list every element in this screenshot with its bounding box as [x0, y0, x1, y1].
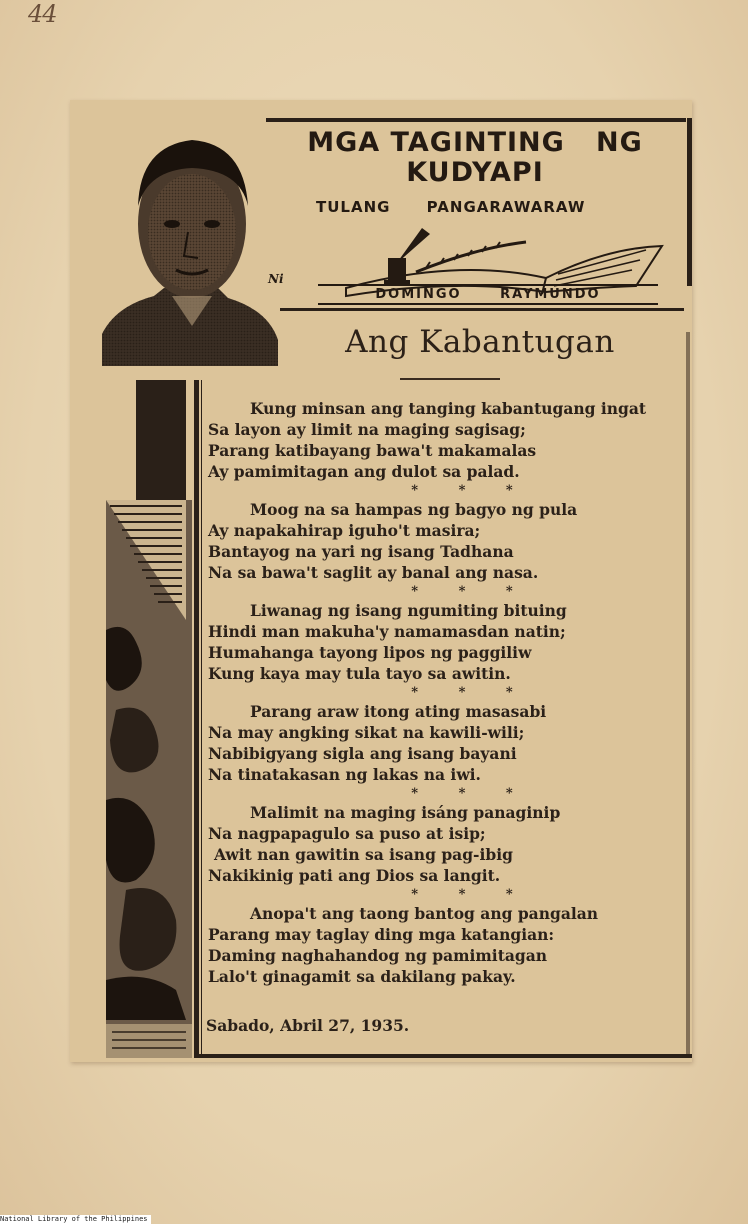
masthead-banner	[266, 118, 692, 314]
newspaper-clipping	[70, 100, 692, 1062]
poem-line: Awit nan gawitin sa isang pag-ibig	[214, 845, 513, 864]
banner-bottom-rule	[280, 308, 684, 311]
poem-line: Sa layon ay limit na maging sagisag;	[208, 420, 526, 439]
poem-line: Nakikinig pati ang Dios sa langit.	[208, 866, 501, 885]
poem-line: Parang katibayang bawa't makamalas	[208, 441, 537, 460]
poem-line: Na may angking sikat na kawili-wili;	[208, 723, 525, 742]
poem-line: Nabibigyang sigla ang isang bayani	[208, 744, 517, 763]
byline-prefix: Ni	[268, 272, 284, 286]
banner-top-rule	[266, 118, 686, 122]
column-divider-thin	[201, 380, 202, 1058]
stanza	[208, 701, 690, 785]
stanza	[208, 903, 690, 987]
poem-line: Bantayog na yari ng isang Tadhana	[208, 542, 514, 561]
side-illustration-strip	[106, 380, 192, 1058]
author-name: DOMINGO RAYMUNDO	[318, 284, 658, 305]
stanza	[208, 499, 690, 583]
author-portrait	[102, 120, 280, 366]
poem-line: Parang may taglay ding mga katangian:	[208, 925, 555, 944]
column-divider-thick	[194, 380, 199, 1058]
column-subtitle: TULANG PANGARAWARAW	[316, 198, 586, 216]
poem-line: Na nagpapagulo sa puso at isip;	[208, 824, 486, 843]
poem-line: Kung kaya may tula tayo sa awitin.	[208, 664, 511, 683]
poem-line: Kung minsan ang tanging kabantugang ingat	[250, 399, 647, 418]
banner-right-bar	[687, 118, 692, 286]
poem-line: Ay pamimitagan ang dulot sa palad.	[208, 462, 520, 481]
poem-body	[208, 398, 690, 987]
stanza	[208, 398, 690, 482]
footer-credit: National Library of the Philippines	[0, 1215, 151, 1224]
column-title	[266, 128, 684, 188]
bottom-rule	[194, 1054, 692, 1058]
page-number: 44	[28, 0, 57, 28]
title-rule	[400, 378, 500, 380]
publication-date: Sabado, Abril 27, 1935.	[206, 1016, 410, 1035]
stanza-separator: * * *	[411, 887, 531, 902]
poem-line: Lalo't ginagamit sa dakilang pakay.	[208, 967, 516, 986]
poem-line: Anopa't ang taong bantog ang pangalan	[250, 904, 599, 923]
poem-line: Na sa bawa't saglit ay banal ang nasa.	[208, 563, 539, 582]
poem-line: Moog na sa hampas ng bagyo ng pula	[250, 500, 578, 519]
poem-line: Daming naghahandog ng pamimitagan	[208, 946, 548, 965]
poem-line: Na tinatakasan ng lakas na iwi.	[208, 765, 481, 784]
poem-line: Malimit na maging isáng panaginip	[250, 803, 561, 822]
poem-line: Ay napakahirap iguho't masira;	[208, 521, 481, 540]
poem-line: Parang araw itong ating masasabi	[250, 702, 547, 721]
stanza	[208, 802, 690, 886]
stanza-separator: * * *	[411, 786, 531, 801]
column-title-line2: KUDYAPI	[406, 157, 544, 188]
column-title-line1: MGA TAGINTING NG	[307, 127, 643, 158]
poem-line: Liwanag ng isang ngumiting bituing	[250, 601, 567, 620]
stanza-separator: * * *	[411, 685, 531, 700]
poem-line: Hindi man makuha'y namamasdan natin;	[208, 622, 566, 641]
stanza-separator: * * *	[411, 483, 531, 498]
stanza-separator: * * *	[411, 584, 531, 599]
poem-line: Humahanga tayong lipos ng paggiliw	[208, 643, 532, 662]
stanza	[208, 600, 690, 684]
poem-title: Ang Kabantugan	[345, 324, 615, 360]
